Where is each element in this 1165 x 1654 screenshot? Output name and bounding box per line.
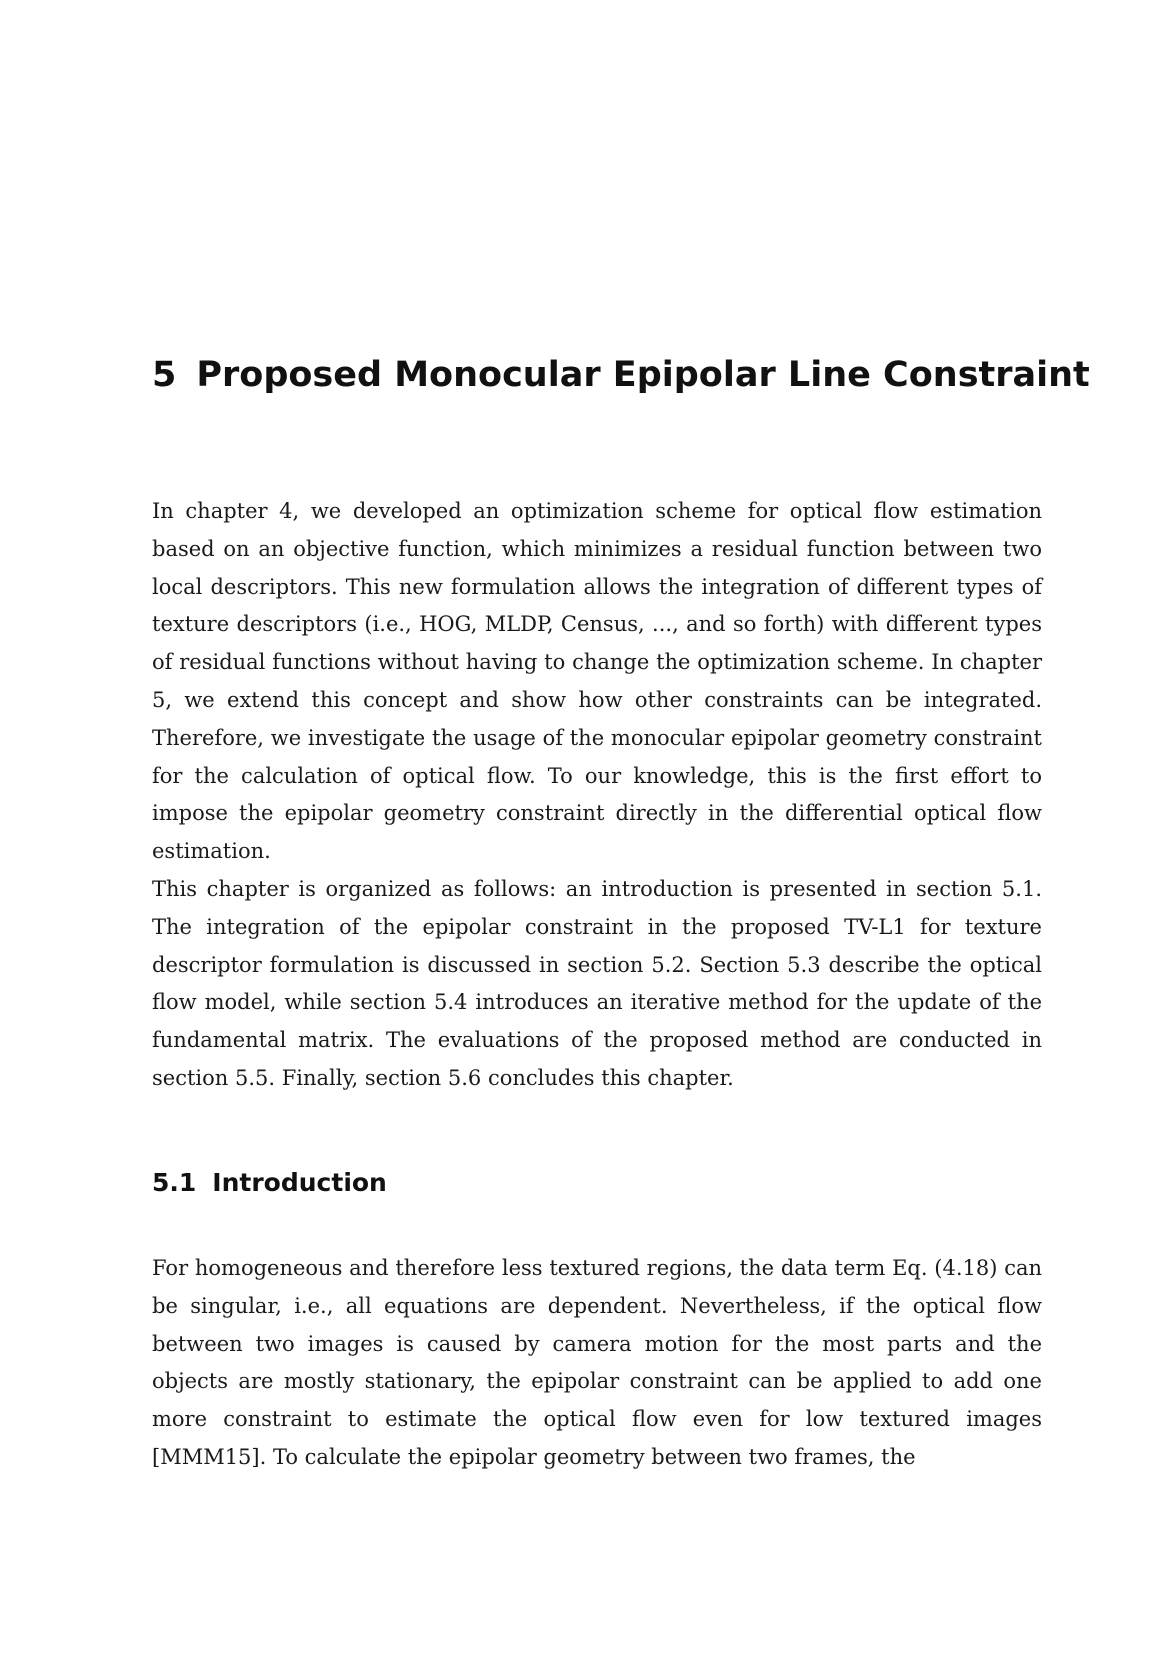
section-title: Introduction <box>212 1168 387 1197</box>
chapter-heading <box>152 352 1090 398</box>
intro-paragraph-1: In chapter 4, we developed an optimization scheme for optical flow estimation based on an objective function, which minimizes a residual function between two local descriptors. This new formulation allows the integration of different types of texture descriptors (i.e., HOG, MLDP, Census, ..., and so forth) with different types of residual functions without having to change the optimization scheme. In chapter 5, we extend this concept and show how other constraints can be integrated. Therefore, we investigate the usage of the monocular epipolar geometry constraint for the calculation of optical flow. To our knowledge, this is the first effort to impose the epipolar geometry constraint directly in the differential optical flow estimation. <box>152 499 1042 864</box>
section-heading <box>152 1166 387 1200</box>
chapter-title: Proposed Monocular Epipolar Line Constraint <box>196 355 1090 395</box>
section-paragraph-1: For homogeneous and therefore less textured regions, the data term Eq. (4.18) can be singular, i.e., all equations are dependent. Nevertheless, if the optical flow between two images is caused by camera motion for the most parts and the objects are mostly stationary, the epipolar constraint can be applied to add one more constraint to estimate the optical flow even for low textured images [MMM15]. To calculate the epipolar geometry between two frames, the <box>152 1256 1042 1469</box>
section-body <box>152 1250 1042 1477</box>
intro-paragraph-2: This chapter is organized as follows: an introduction is presented in section 5.1. The integration of the epipolar constraint in the proposed TV-L1 for texture descriptor formulation is discussed in section 5.2. Section 5.3 describe the optical flow model, while section 5.4 introduces an iterative method for the update of the fundamental matrix. The evaluations of the proposed method are conducted in section 5.5. Finally, section 5.6 concludes this chapter. <box>152 876 1042 1090</box>
chapter-number: 5 <box>152 355 177 395</box>
section-number: 5.1 <box>152 1168 197 1197</box>
chapter-intro <box>152 493 1042 1098</box>
